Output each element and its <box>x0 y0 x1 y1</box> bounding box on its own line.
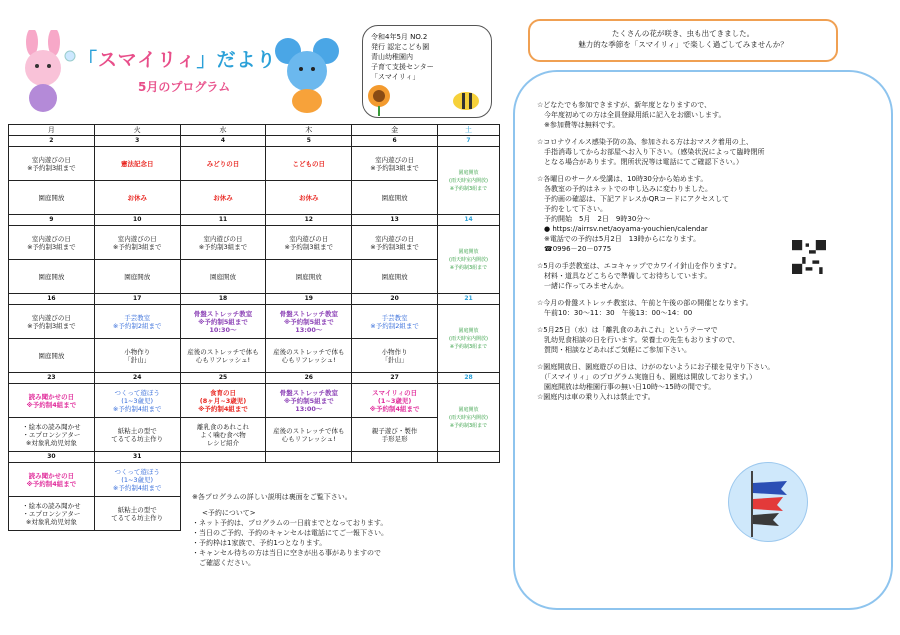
event-row <box>9 226 500 260</box>
reservation-notes <box>192 492 497 568</box>
note-item: ・予約枠は1家族で、予約1つとなります。 <box>192 539 327 547</box>
activity-cell: 親子遊び・製作 手形足形 <box>352 418 438 452</box>
date-cell: 20 <box>352 294 438 305</box>
date-cell: 11 <box>180 215 266 226</box>
event-row <box>9 305 500 339</box>
date-cell: 28 <box>438 373 500 384</box>
program-cell: 室内遊びの日 ※予約制3組まで <box>9 147 95 181</box>
center-line: 子育て支援センター <box>371 63 434 71</box>
program-cell: 骨盤ストレッチ教室 ※予約制5組まで 10:30～ <box>180 305 266 339</box>
activity-cell: 産後のストレッチで体も 心もリフレッシュ! <box>266 418 352 452</box>
qr-code[interactable] <box>792 240 826 274</box>
center-name: 「スマイリィ」 <box>371 73 420 81</box>
publisher-info-box <box>362 25 492 118</box>
date-cell: 21 <box>438 294 500 305</box>
activity-cell: 産後のストレッチで体も 心もリフレッシュ! <box>180 339 266 373</box>
saturday-yard-cell: 園庭開放 (雨天時室内開放) ※予約制3組まで <box>438 305 500 373</box>
day-header: 火 <box>94 125 180 136</box>
empty-cell <box>352 452 438 463</box>
title-suffix: 」だより <box>196 49 277 71</box>
date-cell: 4 <box>180 136 266 147</box>
notes-heading: ※各プログラムの詳しい説明は裏面をご覧下さい。 <box>192 493 352 501</box>
activity-cell: 紙粘土の型で てるてる坊主作り <box>94 418 180 452</box>
activity-cell: 園庭開放 <box>352 181 438 215</box>
date-cell: 26 <box>266 373 352 384</box>
activity-cell: 紙粘土の型で てるてる坊主作り <box>94 497 180 531</box>
date-row <box>9 373 500 384</box>
info-paragraph: ☆どなたでも参加できますが、新年度となりますので、 今年度初めての方は全員登録用紙に記入をお願いします。 ※参加費等は無料です。 <box>537 101 726 129</box>
page-subtitle: 5月のプログラム <box>138 80 231 94</box>
date-cell: 25 <box>180 373 266 384</box>
event-row <box>9 147 500 181</box>
event-row <box>9 384 500 418</box>
koinobori-illustration <box>728 462 808 542</box>
saturday-yard-cell: 園庭開放 (雨天時室内開放) ※予約制3組まで <box>438 384 500 452</box>
activity-cell: 小物作り 「針山」 <box>94 339 180 373</box>
date-cell: 7 <box>438 136 500 147</box>
activity-cell: 園庭開放 <box>266 260 352 294</box>
activity-cell: 園庭開放 <box>9 181 95 215</box>
date-cell: 2 <box>9 136 95 147</box>
date-row <box>9 452 500 463</box>
program-cell: 手芸教室 ※予約制2組まで <box>94 305 180 339</box>
info-paragraph: ☆今月の骨盤ストレッチ教室は、午前と午後の部の開催となります。 午前10：30～11：30 午後13：00～14：00 <box>537 299 753 317</box>
activity-cell: 園庭開放 <box>180 260 266 294</box>
date-row <box>9 294 500 305</box>
date-cell: 6 <box>352 136 438 147</box>
date-cell: 30 <box>9 452 95 463</box>
event-row <box>9 418 500 452</box>
date-cell: 17 <box>94 294 180 305</box>
date-cell: 10 <box>94 215 180 226</box>
date-cell: 5 <box>266 136 352 147</box>
day-header-saturday: 土 <box>438 125 500 136</box>
note-item: ・キャンセル待ちの方は当日に空きが出る事がありますので ご確認ください。 <box>192 549 381 567</box>
empty-cell <box>438 452 500 463</box>
date-cell: 9 <box>9 215 95 226</box>
program-cell: スマイリィの日 (1~3歳児) ※予約制4組まで <box>352 384 438 418</box>
program-cell: 憲法記念日 <box>94 147 180 181</box>
event-row <box>9 181 500 215</box>
location-line: 青山幼稚園内 <box>371 53 413 61</box>
program-cell: 骨盤ストレッチ教室 ※予約制5組まで 13:00～ <box>266 305 352 339</box>
activity-cell: お休み <box>180 181 266 215</box>
info-paragraph: ☆園庭開放日、園庭遊びの日は、けがのないようにお子様を見守り下さい。 （「スマイリィ」のプログラム実施日も、園庭は開放しております。） 園庭開放は幼稚園行事の無い日10時～15時の間です。 ☆園庭内は車の乗り入れは禁止です。 <box>537 363 775 401</box>
day-header: 月 <box>9 125 95 136</box>
program-cell: 室内遊びの日 ※予約制3組まで <box>94 226 180 260</box>
mouse-illustration <box>272 35 342 115</box>
info-paragraph: ☆5月の手芸教室は、エコキャップでカワイイ針山を作ります♪。 材料・道具などこちらで準備してお待ちしています。 一緒に作ってみませんか。 <box>537 262 741 290</box>
announcement-box <box>528 19 838 62</box>
activity-cell: 産後のストレッチで体も 心もリフレッシュ! <box>266 339 352 373</box>
program-cell: 骨盤ストレッチ教室 ※予約制5組まで 13:00～ <box>266 384 352 418</box>
info-paragraph: ☆コロナウイルス感染予防の為、参加される方はおマスク着用の上、 手指消毒してからお部屋へお入り下さい。（感染状況によって臨時閉所 となる場合があります。閉所状況等は電話にてご確認下さい。） <box>537 138 765 166</box>
activity-cell: ・絵本の読み聞かせ ・エプロンシアター ※対象乳幼児対象 <box>9 418 95 452</box>
publisher-line: 発行 認定こども園 <box>371 43 430 51</box>
activity-cell: 小物作り 「針山」 <box>352 339 438 373</box>
activity-cell: お休み <box>266 181 352 215</box>
program-cell: 室内遊びの日 ※予約制3組まで <box>352 147 438 181</box>
info-paragraph: ☆5月25日（水）は「離乳食のあれこれ」というテーマで 乳幼児食相談の日を行います。栄養士の先生もおりますので、 質問・相談などあればご気軽にご参加下さい。 <box>537 326 740 354</box>
activity-cell: 園庭開放 <box>352 260 438 294</box>
note-item: ・ネット予約は、プログラムの一日前までとなっております。 <box>192 519 388 527</box>
activity-cell: 離乳食のあれこれ よく噛む食べ物 レシピ紹介 <box>180 418 266 452</box>
event-row <box>9 339 500 373</box>
program-cell: 室内遊びの日 ※予約制3組まで <box>180 226 266 260</box>
announcement-line: 魅力的な季節を「スマイリィ」で楽しく過ごしてみませんか？ <box>578 40 788 49</box>
announcement-line: たくさんの花が咲き、虫も出てきました。 <box>611 29 755 38</box>
program-cell: 室内遊びの日 ※予約制3組まで <box>9 305 95 339</box>
bunny-illustration <box>10 30 78 115</box>
day-header: 水 <box>180 125 266 136</box>
date-cell: 27 <box>352 373 438 384</box>
date-cell: 23 <box>9 373 95 384</box>
date-cell: 14 <box>438 215 500 226</box>
program-cell: つくって遊ぼう (1~3歳児) ※予約制4組まで <box>94 463 180 497</box>
program-cell: 読み聞かせの日 ※予約制4組まで <box>9 463 95 497</box>
issue-number: 令和4年5月 NO.2 <box>371 33 428 41</box>
carp-streamer-icon <box>729 463 809 543</box>
newsletter-title <box>78 45 277 72</box>
date-cell: 16 <box>9 294 95 305</box>
program-cell: 手芸教室 ※予約制2組まで <box>352 305 438 339</box>
day-header: 金 <box>352 125 438 136</box>
title-main: スマイリィ <box>98 49 197 71</box>
date-cell: 3 <box>94 136 180 147</box>
activity-cell: ・絵本の読み聞かせ ・エプロンシアター ※対象乳幼児対象 <box>9 497 95 531</box>
info-paragraph: ☆各曜日のサークル受講は、10時30分から始めます。 各教室の予約はネットでの申し込みに変わりました。 予約画の確認は、下記アドレスかQRコードにアクセスして 予約をして下さい。 予約開始 5月 2日 9時30分～ ● https://airrsv.net/aoyama-youchien/calendar ※電話での予約は5月2日 13時からになります。 ☎0996－20－0775 <box>537 175 729 253</box>
date-cell: 19 <box>266 294 352 305</box>
empty-cell <box>180 452 266 463</box>
date-cell: 13 <box>352 215 438 226</box>
calendar-header-row <box>9 125 500 136</box>
program-cell: 室内遊びの日 ※予約制3組まで <box>9 226 95 260</box>
date-row <box>9 136 500 147</box>
activity-cell: 園庭開放 <box>9 339 95 373</box>
day-header: 木 <box>266 125 352 136</box>
program-cell: みどりの日 <box>180 147 266 181</box>
activity-cell: 園庭開放 <box>94 260 180 294</box>
notes-subheading: <予約について> <box>202 509 256 517</box>
program-cell: 食育の日 (8ヶ月~3歳児) ※予約制4組まで <box>180 384 266 418</box>
event-row <box>9 260 500 294</box>
date-cell: 31 <box>94 452 180 463</box>
program-cell: 読み聞かせの日 ※予約制4組まで <box>9 384 95 418</box>
date-row <box>9 215 500 226</box>
date-cell: 18 <box>180 294 266 305</box>
program-cell: 室内遊びの日 ※予約制3組まで <box>352 226 438 260</box>
program-cell: つくって遊ぼう (1~3歳児) ※予約制4組まで <box>94 384 180 418</box>
date-cell: 24 <box>94 373 180 384</box>
program-cell: 室内遊びの日 ※予約制3組まで <box>266 226 352 260</box>
empty-cell <box>266 452 352 463</box>
saturday-yard-cell: 園庭開放 (雨天時室内開放) ※予約制3組まで <box>438 226 500 294</box>
title-bracket: 「 <box>78 49 99 71</box>
activity-cell: 園庭開放 <box>9 260 95 294</box>
calendar-table <box>8 124 500 531</box>
date-cell: 12 <box>266 215 352 226</box>
note-item: ・当日のご予約、予約のキャンセルは電話にてご一報下さい。 <box>192 529 388 537</box>
saturday-yard-cell: 園庭開放 (雨天時室内開放) ※予約制3組まで <box>438 147 500 215</box>
activity-cell: お休み <box>94 181 180 215</box>
program-cell: こどもの日 <box>266 147 352 181</box>
